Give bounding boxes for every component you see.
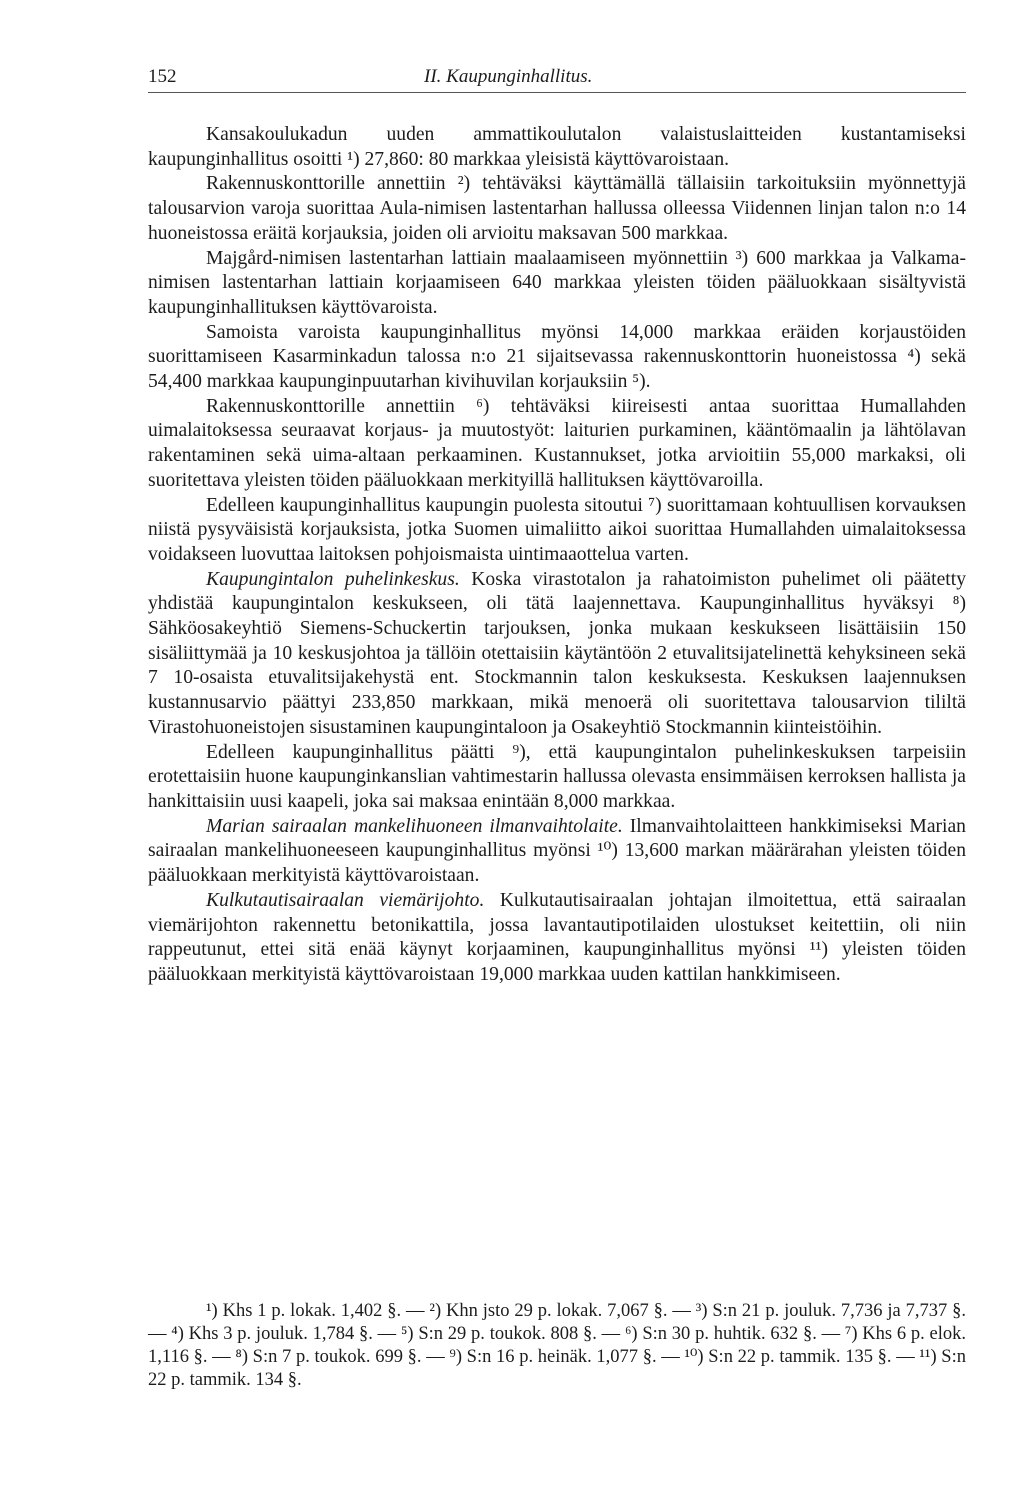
paragraph-text: Ilmanvaihtolaitteen hankkimiseksi Marian sairaalan mankelihuoneeseen kaupunginhallitus myönsi ¹⁰) 13,600 markan määrärahan yleisten töiden pääluokkaan merkityistä käyttövaroistaan. bbox=[148, 815, 966, 887]
paragraph bbox=[148, 395, 966, 494]
paragraph-text: Majgård-nimisen lastentarhan lattiain maalaamiseen myönnettiin ³) 600 markkaa ja Valkama-nimisen lastentarhan lattiain korjaamiseen 640 markkaa yleisten töiden pääluokkaan sisältyvistä kaupunginhallituksen käyttövaroista. bbox=[148, 247, 966, 318]
paragraph bbox=[148, 123, 966, 172]
page-header bbox=[148, 62, 966, 93]
paragraph-text: Edelleen kaupunginhallitus päätti ⁹), että kaupungintalon puhelinkeskuksen tarpeisiin erotettaisiin huone kaupunginkanslian vahtimestarin hallussa olevasta ensimmäisen kerroksen hallista ja hankittaisiin uusi kaapeli, joka sai maksaa enintään 8,000 markkaa. bbox=[148, 741, 966, 812]
paragraph-heading: Kulkutautisairaalan viemärijohto. bbox=[206, 889, 485, 911]
running-title: II. Kaupunginhallitus. bbox=[424, 66, 593, 87]
paragraph-text: Kansakoulukadun uuden ammattikoulutalon valaistuslaitteiden kustantamiseksi kaupunginhallitus osoitti ¹) 27,860: 80 markkaa yleisistä käyttövaroistaan. bbox=[148, 124, 966, 170]
page-number: 152 bbox=[148, 66, 177, 87]
paragraph bbox=[148, 568, 966, 741]
paragraph bbox=[148, 172, 966, 246]
paragraph-text: Kulkutautisairaalan johtajan ilmoitettua, että sairaalan viemärijohton rakennettu betonikattila, jossa lavantautipotilaiden ulostukset keitettiin, oli niin rappeutunut, ettei sitä enää käynyt korjaaminen, kaupunginhallitus myönsi ¹¹) yleisten töiden pääluokkaan merkityistä käyttövaroistaan 19,000 markkaa uuden kattilan hankkimiseen. bbox=[148, 889, 966, 985]
paragraph bbox=[148, 889, 966, 988]
document-page bbox=[148, 62, 966, 1390]
paragraph bbox=[148, 321, 966, 395]
paragraph-text: Rakennuskonttorille annettiin ⁶) tehtäväksi kiireisesti antaa suorittaa Humallahden uimalaitoksessa seuraavat korjaus- ja muutostyöt: laiturien purkaminen, kääntömaalin ja lähtölavan rakentaminen sekä uima-altaan perkaaminen. Kustannukset, jotka arvioitiin 55,000 markaksi, oli suoritettava yleisten töiden pääluokkaan merkityillä hallituksen käyttövaroilla. bbox=[148, 395, 966, 491]
paragraph bbox=[148, 494, 966, 568]
paragraph bbox=[148, 741, 966, 815]
paragraph bbox=[148, 247, 966, 321]
paragraph-text: Edelleen kaupunginhallitus kaupungin puolesta sitoutui ⁷) suorittamaan kohtuullisen korvauksen niistä pysyväisistä korjauksista, jotka Suomen uimaliitto aikoi suorittaa Humallahden uimalaitoksessa voidakseen luovuttaa laitoksen pohjoismaista uintimaaottelua varten. bbox=[148, 494, 966, 565]
footnotes: ¹) Khs 1 p. lokak. 1,402 §. — ²) Khn jsto 29 p. lokak. 7,067 §. — ³) S:n 21 p. jouluk. 7,736 ja 7,737 §. — ⁴) Khs 3 p. jouluk. 1,784 §. — ⁵) S:n 29 p. toukok. 808 §. — ⁶) S:n 30 p. huhtik. 632 §. — ⁷) Khs 6 p. elok. 1,116 §. — ⁸) S:n 7 p. toukok. 699 §. — ⁹) S:n 16 p. heinäk. 1,077 §. — ¹⁰) S:n 22 p. tammik. 135 §. — ¹¹) S:n 22 p. tammik. 134 §. bbox=[148, 1301, 966, 1390]
paragraph-text: Samoista varoista kaupunginhallitus myönsi 14,000 markkaa eräiden korjaustöiden suorittamiseen Kasarminkadun talossa n:o 21 sijaitsevassa rakennuskonttorin huoneistossa ⁴) sekä 54,400 markkaa kaupunginpuutarhan kivihuvilan korjauksiin ⁵). bbox=[148, 321, 966, 393]
paragraph-text: Koska virastotalon ja rahatoimiston puhelimet oli päätetty yhdistää kaupungintalon keskukseen, oli tätä laajennettava. Kaupunginhallitus hyväksyi ⁸) Sähköosakeyhtiö Siemens-Schuckertin tarjouksen, jonka mukaan keskukseen lisättäisiin 150 sisäliittymää ja 10 keskusjohtoa ja tällöin otettaisiin käytäntöön 2 etuvalitsijatelinettä kehyksineen sekä 7 10-osaista etuvalitsijakehystä ent. Stockmannin talon keskuksesta. Keskuksen laajennuksen kustannusarvio päättyi 233,850 markkaan, mikä menoerä oli suoritettava talousarvion tililtä Virastohuoneistojen sisustaminen kaupungintaloon ja Osakeyhtiö Stockmannin kiinteistöihin. bbox=[148, 568, 966, 738]
paragraph-heading: Kaupungintalon puhelinkeskus. bbox=[206, 568, 460, 590]
body-text bbox=[148, 123, 966, 988]
paragraph-text: Rakennuskonttorille annettiin ²) tehtäväksi käyttämällä tällaisiin tarkoituksiin myönnettyjä talousarvion varoja suorittaa Aula-nimisen lastentarhan hallussa olleessa Viidennen linjan talon n:o 14 huoneistossa eräitä korjauksia, joiden oli arvioitu maksavan 500 markkaa. bbox=[148, 173, 966, 244]
paragraph-heading: Marian sairaalan mankelihuoneen ilmanvaihtolaite. bbox=[206, 815, 623, 837]
paragraph bbox=[148, 815, 966, 889]
